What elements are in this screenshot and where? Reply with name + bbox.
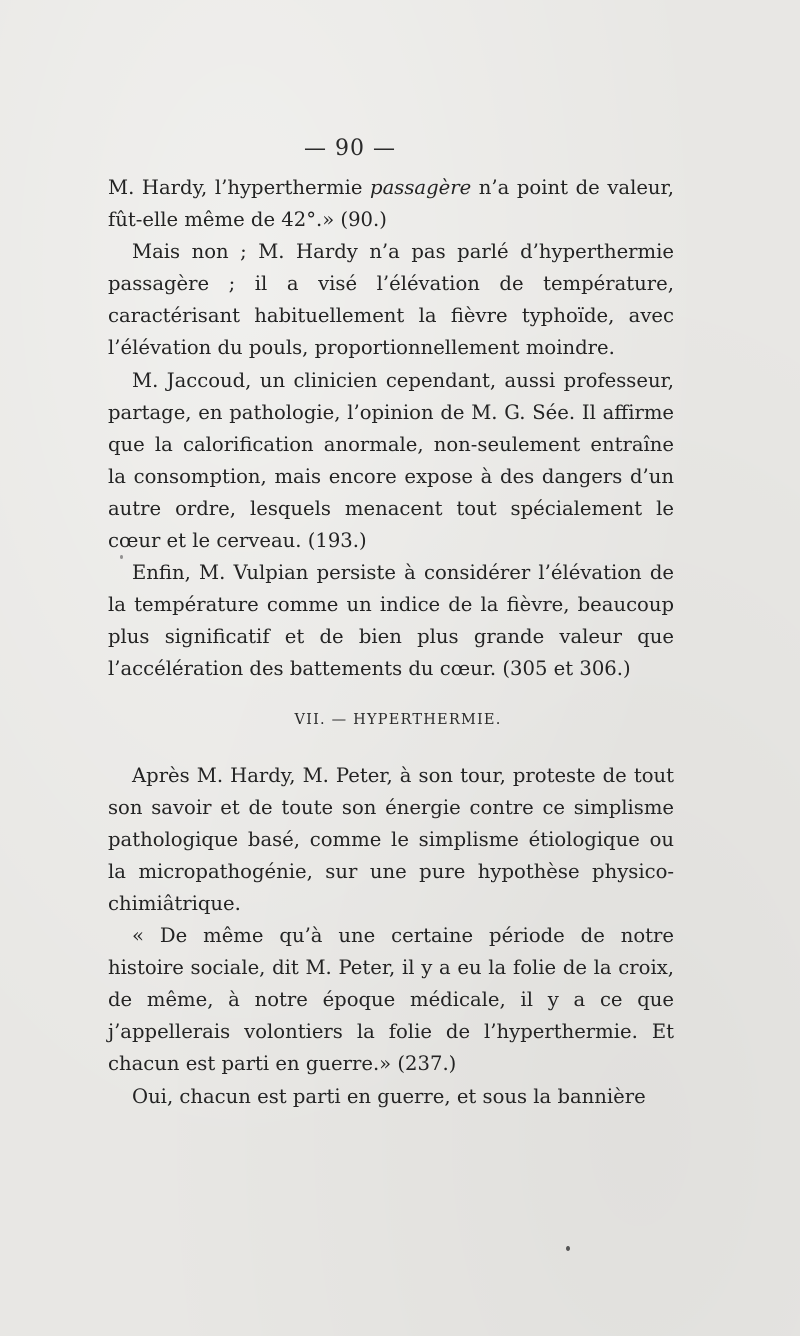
page-number: — 90 — xyxy=(304,136,396,161)
paragraph-peter: Après M. Hardy, M. Peter, à son tour, proteste de tout son savoir et de toute son énergie contre ce simplisme pathologique basé, comme le simplisme étiologique ou la micropathogénie, sur une pure hypothèse physico-chimiâtrique. xyxy=(108,763,674,915)
paragraph-text: n’a point de valeur, fût-elle même de 42°.» (90.) xyxy=(108,176,674,232)
paragraph-final: Oui, chacun est parti en guerre, et sous la bannière xyxy=(132,1084,646,1108)
paragraph-vulpian: Enfin, M. Vulpian persiste à considérer l’élévation de la température comme un indice de la fièvre, beaucoup plus significatif et de bien plus grande valeur que l’accélération des battements du cœur. (305 et 306.) xyxy=(108,561,674,681)
print-speck xyxy=(120,555,123,559)
paragraph-peter-quote: « De même qu’à une certaine période de notre histoire sociale, dit M. Peter, il y a eu la folie de la croix, de même, à notre époque médicale, il y a ce que j’appellerais volontiers la folie de l’hyperthermie. Et chacun est parti en guerre.» (237.) xyxy=(108,924,674,1076)
paragraph-jaccoud: M. Jaccoud, un clinicien cependant, aussi professeur, partage, en pathologie, l’opinion de M. G. Sée. Il affirme que la calorification anormale, non-seulement entraîne la consomption, mais encore expose à des dangers d’un autre ordre, lesquels menacent tout spécialement le cœur et le cerveau. (193.) xyxy=(108,368,674,553)
paragraph-text: M. Hardy, l’hyperthermie xyxy=(108,176,371,199)
emphasized-word: passagère xyxy=(370,176,472,199)
body-text xyxy=(108,172,674,1113)
section-heading: VII. — HYPERTHERMIE. xyxy=(294,711,502,728)
paragraph-hardy-continued xyxy=(108,172,674,236)
paragraph-hardy-rebuttal: Mais non ; M. Hardy n’a pas parlé d’hyperthermie passagère ; il a visé l’élévation de température, caractérisant habituellement la fièvre typhoïde, avec l’élévation du pouls, proportionnellement moindre. xyxy=(108,240,674,360)
print-speck xyxy=(566,1246,570,1251)
